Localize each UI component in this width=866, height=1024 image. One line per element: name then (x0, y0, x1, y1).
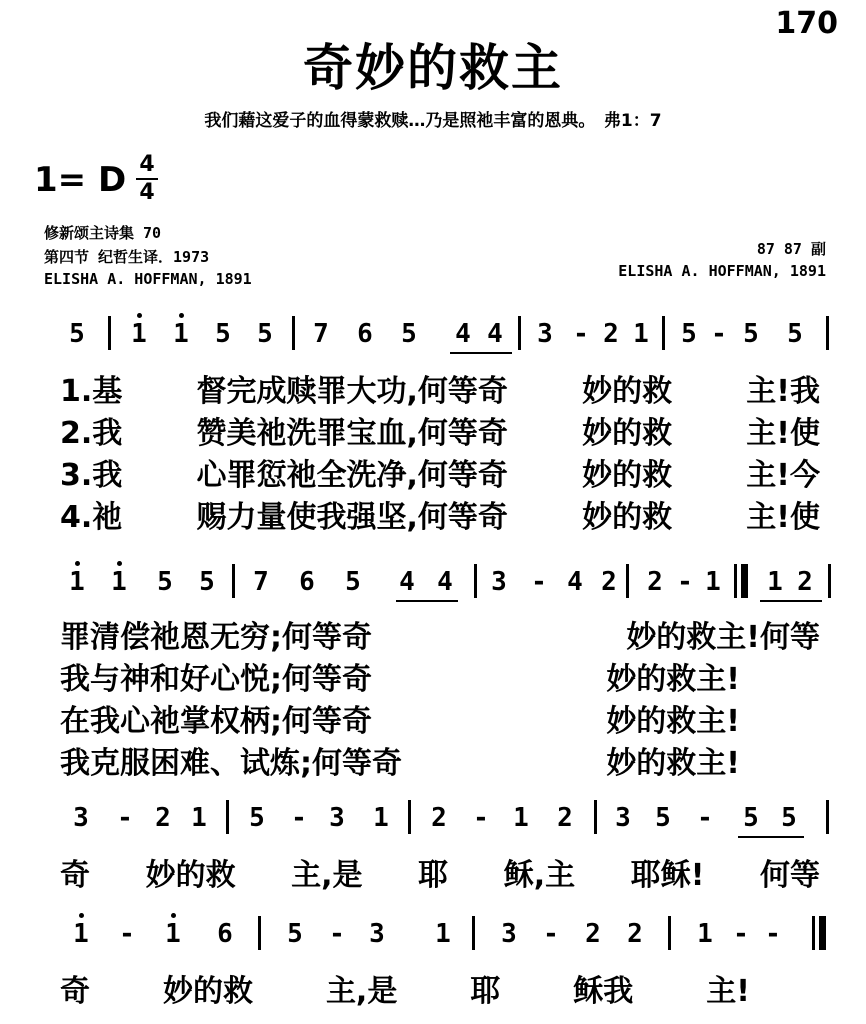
scripture-reference: 我们藉这爱子的血得蒙救赎…乃是照祂丰富的恩典。 弗1：7 (204, 111, 662, 131)
notation-line-1: 5 1 1 5 5 7 6 5 4 4 3 - 2 1 5 - 5 5 (0, 316, 866, 356)
credit-hymnal: 修新颂主诗集 70 (44, 224, 162, 242)
lyric-segment: 奇 (60, 974, 90, 1009)
lyric-segment: 妙的救主! (606, 704, 740, 739)
lyric-segment: 主!今 (746, 458, 820, 493)
lyric-segment: 妙的救 (582, 458, 673, 493)
lyric-segment: 妙的救 (582, 374, 673, 409)
lyric-segment: 妙的救主! (606, 746, 740, 781)
lyric-segment: 督完成赎罪大功,何等奇 (196, 374, 508, 409)
time-signature-top: 4 (139, 152, 155, 177)
refrain-line-2 (60, 972, 750, 1012)
hymn-title: 奇妙的救主 (303, 39, 563, 97)
lyric-segment: 耶稣! (630, 858, 705, 893)
lyric-segment: 赞美祂洗罪宝血,何等奇 (196, 416, 508, 451)
lyric-segment: 何等 (759, 858, 820, 893)
lyric-segment: 主!我 (746, 374, 820, 409)
lyric-segment: 奇 (60, 858, 90, 893)
lyric-segment: 我与神和好心悦;何等奇 (60, 662, 372, 697)
time-signature (134, 152, 160, 206)
key-signature: 1= D (34, 160, 127, 200)
lyric-segment: 我克服困难、试炼;何等奇 (60, 746, 402, 781)
lyric-segment: 妙的救主!何等 (626, 620, 820, 655)
lyric-segment: 在我心祂掌权柄;何等奇 (60, 704, 372, 739)
lyric-segment: 稣我 (573, 974, 634, 1009)
lyric-segment: 1.基 (60, 374, 123, 409)
lyric-segment: 2.我 (60, 416, 123, 451)
verse-4-line-1 (60, 498, 820, 538)
lyric-segment: 主,是 (325, 974, 398, 1009)
lyric-segment: 心罪愆祂全洗净,何等奇 (196, 458, 508, 493)
lyric-segment: 主,是 (291, 858, 363, 893)
lyric-segment: 妙的救 (582, 416, 673, 451)
page-number: 170 (775, 6, 838, 41)
credit-composer: ELISHA A. HOFFMAN, 1891 (618, 262, 826, 280)
verse-3-line-1 (60, 456, 820, 496)
lyric-segment: 4.祂 (60, 500, 123, 535)
lyric-segment: 妙的救 (145, 858, 236, 893)
lyric-segment: 妙的救 (582, 500, 673, 535)
lyric-segment: 耶 (418, 858, 449, 893)
lyric-segment: 赐力量使我强坚,何等奇 (196, 500, 508, 535)
verse-2-line-2 (60, 660, 740, 700)
credit-meter: 87 87 副 (756, 240, 826, 258)
verse-1-line-2 (60, 618, 820, 658)
lyric-segment: 妙的救主! (606, 662, 740, 697)
lyric-segment: 罪清偿祂恩无穷;何等奇 (60, 620, 372, 655)
lyric-segment: 3.我 (60, 458, 123, 493)
verse-2-line-1 (60, 414, 820, 454)
credit-lyricist: ELISHA A. HOFFMAN, 1891 (44, 270, 252, 288)
lyric-segment: 稣,主 (503, 858, 576, 893)
lyric-segment: 主! (706, 974, 750, 1009)
lyric-segment: 主!使 (746, 500, 820, 535)
verse-1-line-1 (60, 372, 820, 412)
verse-4-line-2 (60, 744, 740, 784)
lyric-segment: 主!使 (746, 416, 820, 451)
time-signature-bottom: 4 (139, 180, 155, 205)
lyric-segment: 耶 (470, 974, 501, 1009)
lyric-segment: 妙的救 (162, 974, 253, 1009)
notation-line-2: 1 1 5 5 7 6 5 4 4 3 - 4 2 2 - 1 1 2 (0, 564, 866, 604)
credit-translator: 第四节 纪哲生译．1973 (44, 248, 210, 266)
notation-line-4: 1 - 1 6 5 - 3 1 3 - 2 2 1 - - (0, 916, 866, 956)
refrain-line-1 (60, 856, 820, 896)
verse-3-line-2 (60, 702, 740, 742)
notation-line-3: 3 - 2 1 5 - 3 1 2 - 1 2 3 5 - 5 5 (0, 800, 866, 840)
